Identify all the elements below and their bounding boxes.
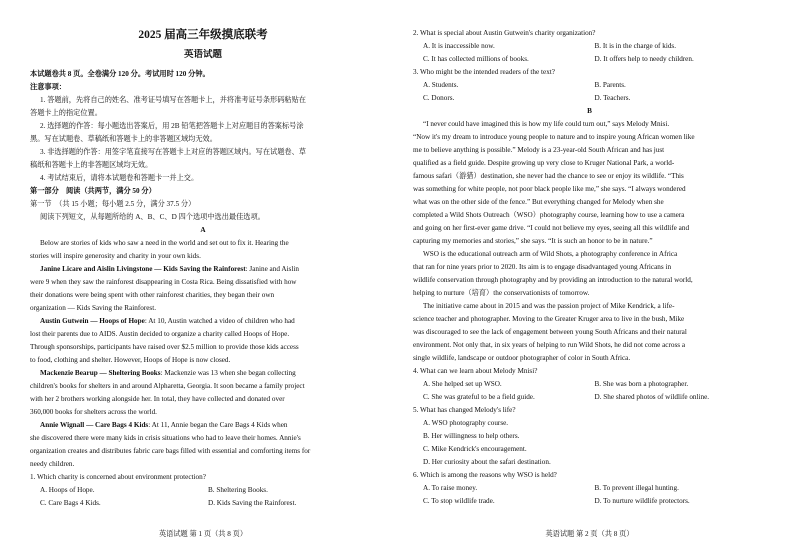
option-a[interactable]: A. To raise money. bbox=[423, 484, 478, 492]
note-line: 1. 答题前，先将自己的姓名、准考证号填写在答题卡上，并将准考证号条形码粘贴在 bbox=[40, 96, 306, 104]
passage-line: needy children. bbox=[30, 460, 75, 468]
passage-line: The initiative came about in 2015 and was the passion project of Mike Kendrick, a life- bbox=[423, 302, 675, 310]
option-c[interactable]: C. Care Bags 4 Kids. bbox=[40, 499, 101, 507]
option-b[interactable]: B. Parents. bbox=[594, 81, 626, 89]
passage-line: capturing my memories and stories,” she says. “It is such an honor to be in nature.” bbox=[413, 237, 653, 245]
question-6-options-row-2 bbox=[413, 496, 766, 507]
question-4-options-row-2 bbox=[413, 392, 766, 403]
passage-line: organization — Kids Saving the Rainforest. bbox=[30, 304, 157, 312]
question-2-options-row-2 bbox=[413, 54, 766, 65]
passage-line: organization creates and distributes fabric care bags filled with essential and comforting items for bbox=[30, 447, 311, 455]
option-b[interactable]: B. Her willingness to help others. bbox=[423, 432, 520, 440]
question-3-options-row-2 bbox=[413, 93, 766, 104]
passage-line: to food, clothing and shelter. However, Hoops of Hope is now closed. bbox=[30, 356, 231, 364]
note-line: 稿纸和答题卡上的非答题区域均无效。 bbox=[30, 161, 153, 169]
option-d[interactable]: D. Kids Saving the Rainforest. bbox=[208, 499, 297, 507]
option-a[interactable]: A. Hoops of Hope. bbox=[40, 486, 95, 494]
kid-entry-text: : At 10, Austin watched a video of children who had bbox=[144, 317, 295, 325]
option-d[interactable]: D. Teachers. bbox=[594, 94, 631, 102]
kid-entry-heading: Annie Wignall — Care Bags 4 Kids bbox=[40, 421, 149, 429]
option-c[interactable]: C. To stop wildlife trade. bbox=[423, 497, 495, 505]
instruction: 阅读下列短文，从每题所给的 A、B、C、D 四个选项中选出最佳选项。 bbox=[40, 213, 265, 221]
kid-entry-text: : Mackenzie was 13 when she began collecting bbox=[160, 369, 296, 377]
notes-heading: 注意事项： bbox=[30, 83, 66, 91]
question-1-options-row-1 bbox=[30, 485, 376, 496]
note-line: 黑。写在试题卷、草稿纸和答题卡上的非答题区域均无效。 bbox=[30, 135, 217, 143]
option-b[interactable]: B. Sheltering Books. bbox=[208, 486, 268, 494]
passage-line: children's books for shelters in and around Alpharetta, Georgia. It soon became a family project bbox=[30, 382, 305, 390]
option-c[interactable]: C. Mike Kendrick's encouragement. bbox=[423, 445, 527, 453]
kid-entry-3 bbox=[30, 368, 376, 379]
kid-entry-heading: Janine Licare and Aislin Livingstone — Kids Saving the Rainforest bbox=[40, 265, 246, 273]
passage-line: was something for white people, not poor black people like me,” she says. “I always wondered bbox=[413, 185, 686, 193]
kid-entry-4 bbox=[30, 420, 376, 431]
passage-line: and going on her first-ever game drive. “I could not believe my eyes, seeing all this wildlife and bbox=[413, 224, 690, 232]
passage-line: WSO is the educational outreach arm of Wild Shots, a photography conference in Africa bbox=[423, 250, 678, 258]
section-heading: 第一节 （共 15 小题；每小题 2.5 分，满分 37.5 分） bbox=[30, 200, 196, 208]
option-a[interactable]: A. Students. bbox=[423, 81, 459, 89]
passage-line: completed a Wild Shots Outreach（WSO）photography course, learning how to use a camera bbox=[413, 211, 685, 219]
passage-line: lost their parents due to AIDS. Austin decided to organize a charity called Hoops of Hope. bbox=[30, 330, 290, 338]
exam-subtitle: 英语试题 bbox=[183, 50, 222, 60]
note-line: 4. 考试结束后，请将本试题卷和答题卡一并上交。 bbox=[40, 174, 199, 182]
passage-line: stories will inspire generosity and charity in your own kids. bbox=[30, 252, 201, 260]
page-2-column bbox=[413, 0, 766, 551]
passage-line: what was on the other side of the fence.” But everything changed for Melody when she bbox=[413, 198, 664, 206]
question-6: 6. Which is among the reasons why WSO is held? bbox=[413, 471, 557, 479]
passage-line: helping to nurture（培育）the conservationists of tomorrow. bbox=[413, 289, 590, 297]
question-3: 3. Who might be the intended readers of the text? bbox=[413, 68, 555, 76]
question-1-options-row-2 bbox=[30, 498, 376, 509]
passage-line: were 9 when they saw the rainforest disappearing in Costa Rica. Being dissatisfied with how bbox=[30, 278, 297, 286]
passage-line: famous safari（游猎）destination, she never had the chance to see or enjoy its wildlife. “This bbox=[413, 172, 684, 180]
passage-line: that ran for nine years prior to 2020. Its aim is to engage disadvantaged young Africans in bbox=[413, 263, 672, 271]
passage-line: with her 2 brothers working alongside her. In total, they have collected and donated over bbox=[30, 395, 285, 403]
passage-line: wildlife conservation through photography and by providing an introduction to the natural world, bbox=[413, 276, 693, 284]
question-3-options-row-1 bbox=[413, 80, 766, 91]
note-line: 2. 选择题的作答：每小题选出答案后，用 2B 铅笔把答题卡上对应题目的答案标号涂 bbox=[40, 122, 304, 130]
option-d[interactable]: D. She shared photos of wildlife online. bbox=[594, 393, 710, 401]
question-4-options-row-1 bbox=[413, 379, 766, 390]
passage-label: A bbox=[200, 226, 206, 234]
question-1: 1. Which charity is concerned about environment protection? bbox=[30, 473, 206, 481]
page-1-column bbox=[30, 0, 376, 551]
option-a[interactable]: A. It is inaccessible now. bbox=[423, 42, 495, 50]
passage-line: environment. Not only that, in six years of helping to run Wild Shots, he did not come across a bbox=[413, 341, 686, 349]
passage-line: me to believe anything is possible.” Melody is a 23-year-old South African and has just bbox=[413, 146, 665, 154]
passage-line: their donations were being spent with other rainforest charities, they began their own bbox=[30, 291, 275, 299]
passage-line: science teacher and photographer. Moving to the Greater Kruger area to live in the bush, Mike bbox=[413, 315, 685, 323]
passage-line: Below are stories of kids who saw a need in the world and set out to fix it. Hearing the bbox=[40, 239, 289, 247]
passage-line: “Now it's my dream to introduce young people to nature and to inspire young African women like bbox=[413, 133, 695, 141]
option-d[interactable]: D. To nurture wildlife protectors. bbox=[594, 497, 690, 505]
passage-line: “I never could have imagined this is how my life could turn out,” says Melody Mnisi. bbox=[423, 120, 670, 128]
option-b[interactable]: B. She was born a photographer. bbox=[594, 380, 689, 388]
question-4: 4. What can we learn about Melody Mnisi? bbox=[413, 367, 538, 375]
passage-line: was discouraged to see the lack of engagement between young South Africans and their natural bbox=[413, 328, 687, 336]
kid-entry-1 bbox=[30, 264, 376, 275]
question-2: 2. What is special about Austin Gutwein's charity organization? bbox=[413, 29, 596, 37]
option-c[interactable]: C. She was grateful to be a field guide. bbox=[423, 393, 535, 401]
kid-entry-text: : Janine and Aislin bbox=[245, 265, 299, 273]
question-6-options-row-1 bbox=[413, 483, 766, 494]
passage-line: qualified as a field guide. Despite growing up very close to Kruger National Park, a world- bbox=[413, 159, 675, 167]
option-b[interactable]: B. To prevent illegal hunting. bbox=[594, 484, 679, 492]
passage-line: Through sponsorships, participants have raised over $2.5 million to provide those kids access bbox=[30, 343, 299, 351]
page-footer: 英语试题 第 2 页（共 8 页） bbox=[545, 530, 634, 538]
exam-title: 2025 届高三年级摸底联考 bbox=[138, 29, 268, 41]
option-b[interactable]: B. It is in the charge of kids. bbox=[594, 42, 677, 50]
kid-entry-text: : At 11, Annie began the Care Bags 4 Kids when bbox=[148, 421, 288, 429]
option-c[interactable]: C. Donors. bbox=[423, 94, 455, 102]
option-d[interactable]: D. It offers help to needy children. bbox=[594, 55, 694, 63]
note-line: 答题卡上的指定位置。 bbox=[30, 109, 102, 117]
passage-line: she discovered there were many kids in crisis situations who had to leave their homes. Annie's bbox=[30, 434, 301, 442]
option-c[interactable]: C. It has collected millions of books. bbox=[423, 55, 529, 63]
kid-entry-2 bbox=[30, 316, 376, 327]
page-footer: 英语试题 第 1 页（共 8 页） bbox=[158, 530, 248, 538]
note-line: 3. 非选择题的作答：用签字笔直接写在答题卡上对应的答题区域内。写在试题卷、草 bbox=[40, 148, 306, 156]
question-5: 5. What has changed Melody's life? bbox=[413, 406, 516, 414]
kid-entry-heading: Mackenzie Bearup — Sheltering Books bbox=[40, 369, 161, 377]
option-d[interactable]: D. Her curiosity about the safari destination. bbox=[423, 458, 551, 466]
option-a[interactable]: A. WSO photography course. bbox=[423, 419, 509, 427]
passage-line: 360,000 books for shelters across the world. bbox=[30, 408, 157, 416]
question-2-options-row-1 bbox=[413, 41, 766, 52]
passage-line: single wildlife, landscape or outdoor photographer of color in South Africa. bbox=[413, 354, 631, 362]
passage-label: B bbox=[587, 107, 592, 115]
exam-intro: 本试题卷共 8 页。全卷满分 120 分。考试用时 120 分钟。 bbox=[30, 70, 210, 78]
option-a[interactable]: A. She helped set up WSO. bbox=[423, 380, 502, 388]
part-heading: 第一部分 阅读（共两节，满分 50 分） bbox=[30, 187, 156, 195]
kid-entry-heading: Austin Gutwein — Hoops of Hope bbox=[40, 317, 145, 325]
